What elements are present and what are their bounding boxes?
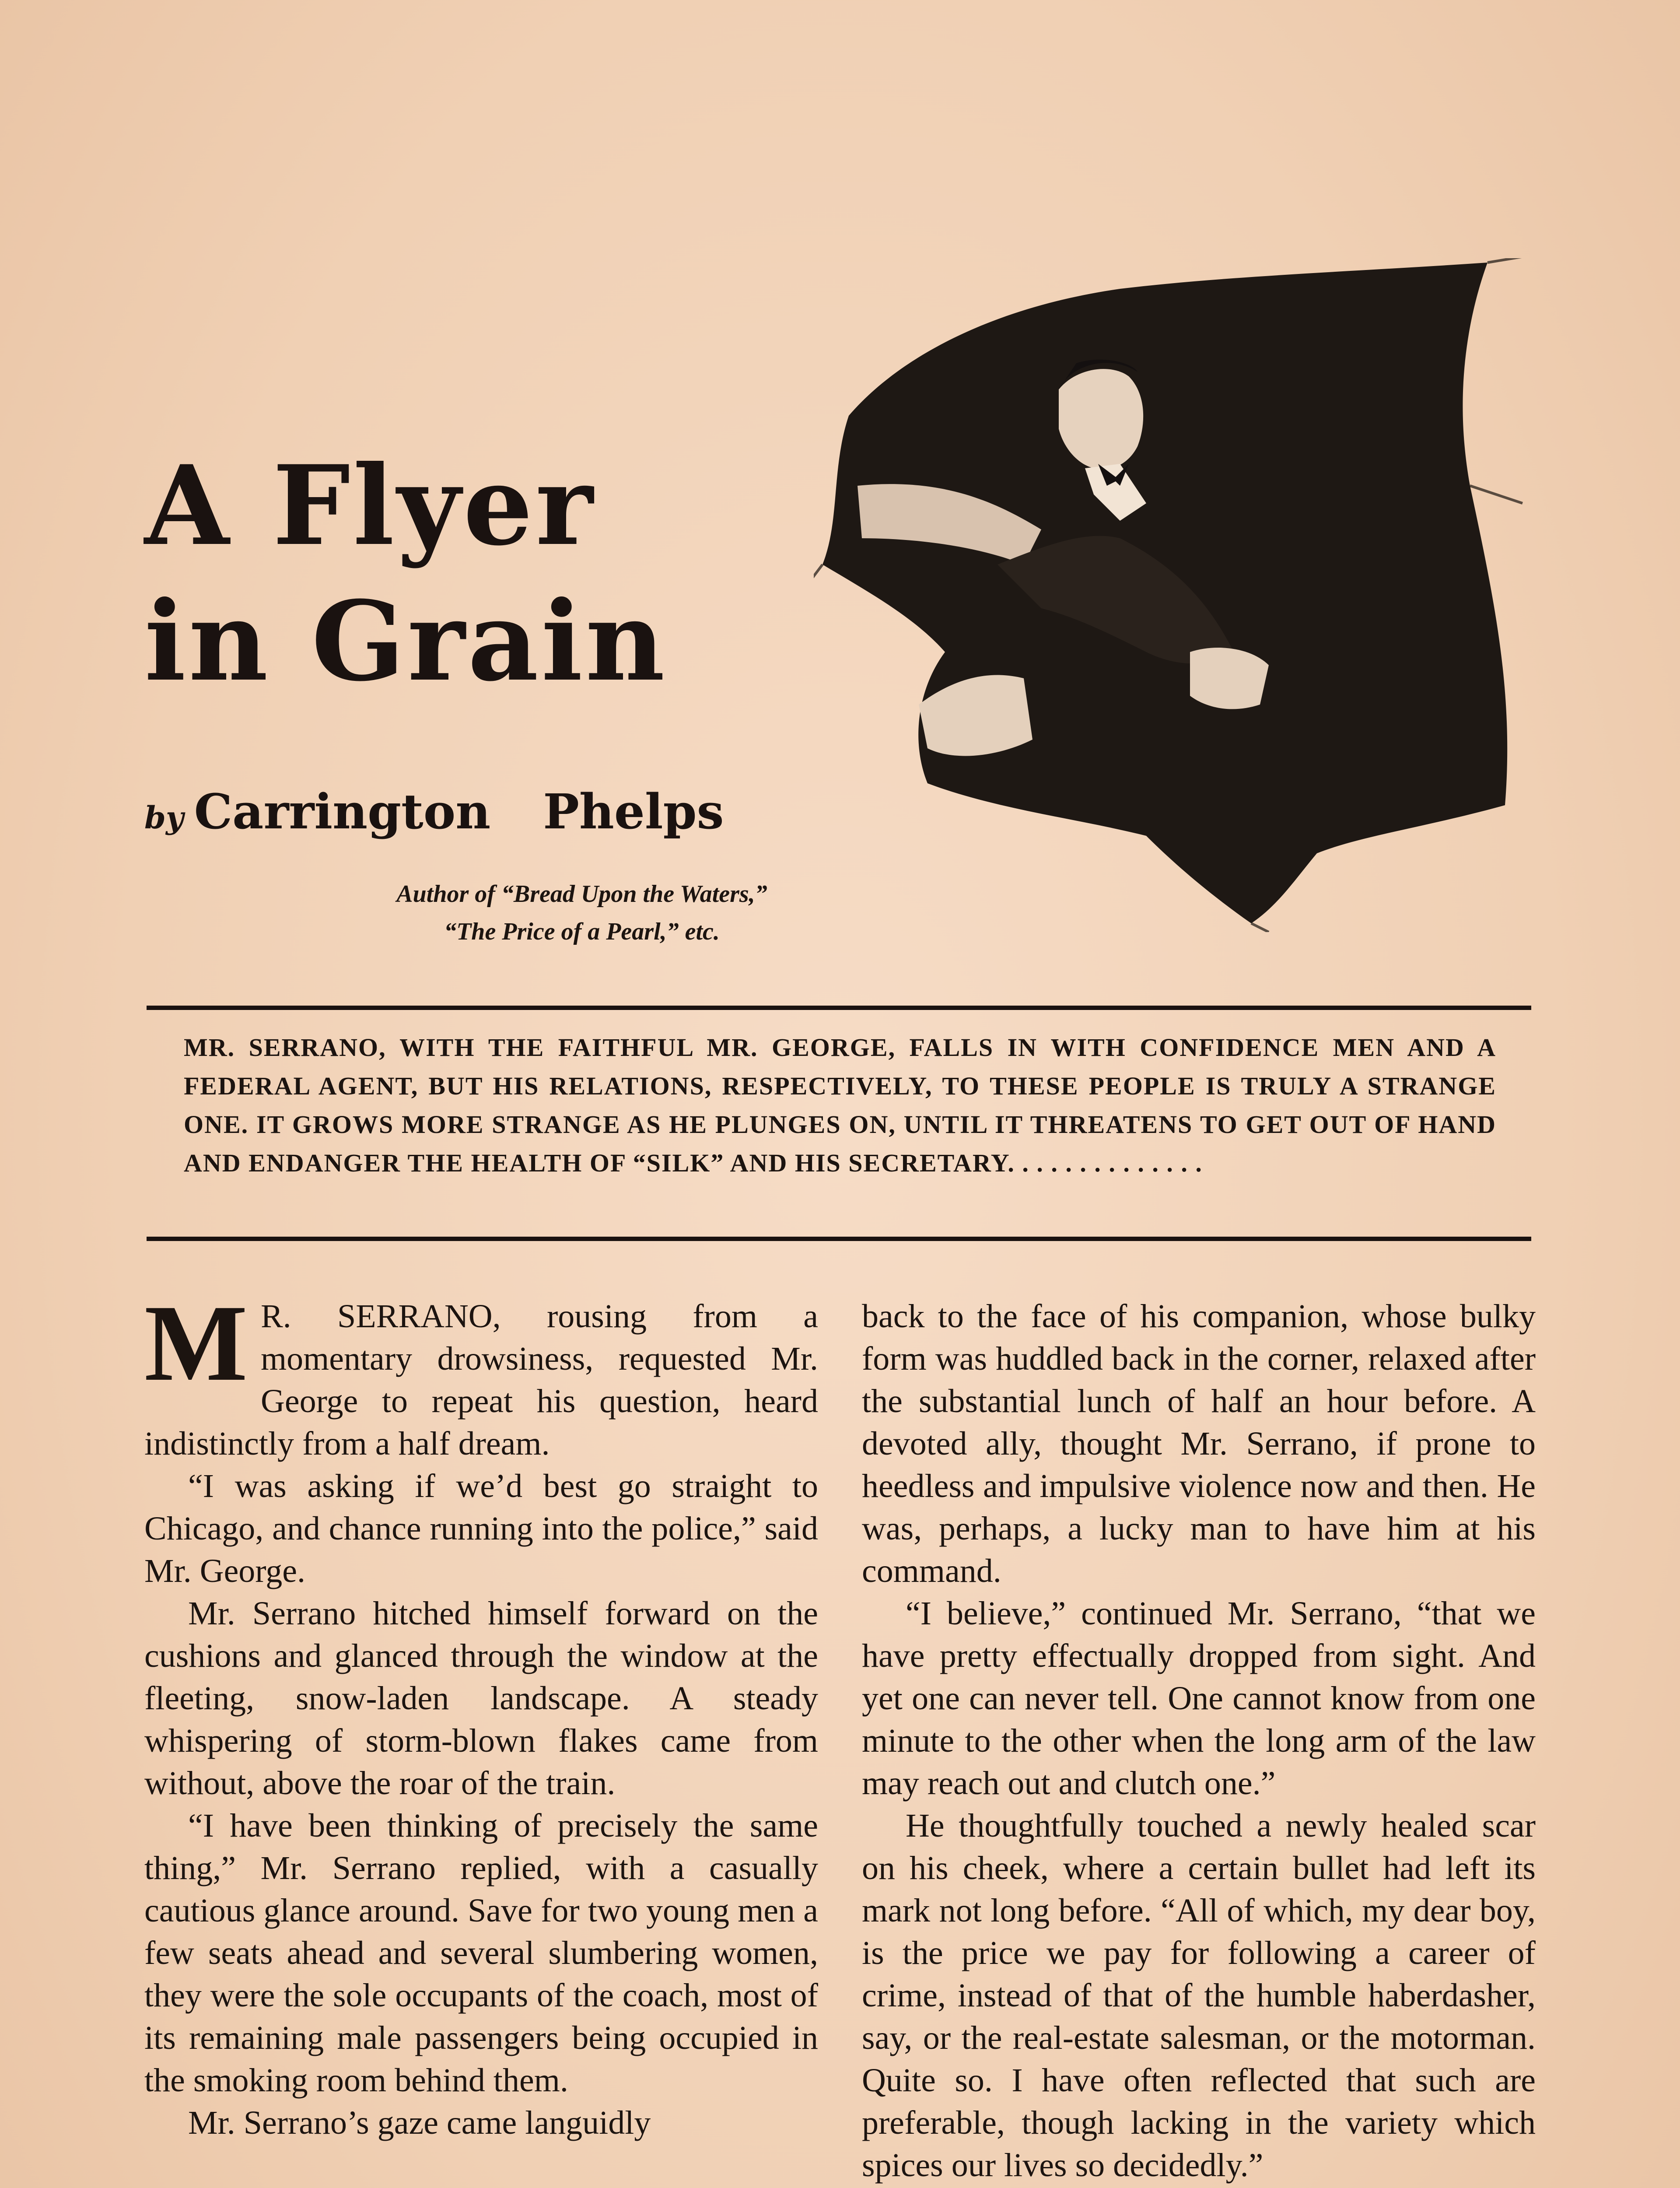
byline-by: by: [144, 799, 184, 836]
drop-cap: M: [144, 1283, 248, 1404]
right-column: [862, 1295, 1536, 2187]
title-line-1: A Flyer: [144, 441, 596, 570]
author-credits-line-1: Author of “Bread Upon the Waters,”: [396, 880, 767, 908]
paragraph: Mr. Serrano hitched himself forward on the cushions and glanced through the window at the fleeting, snow-laden landscape. A steady whispering of storm-blown flakes came from without, above the roar of the train.: [144, 1595, 818, 1802]
paragraph: He thoughtfully touched a newly healed scar on his cheek, where a certain bullet had left its mark not long before. “All of which, my dear boy, is the price we pay for following a career of crime, instead of that of the humble haberdasher, say, or the real-estate salesman, or the motorman. Quite so. I have often reflected that such are preferable, though lacking in the variety which spices our lives so decidedly.”: [862, 1807, 1536, 2184]
author-first-name: Carrington: [194, 783, 491, 840]
story-title: [144, 438, 844, 709]
bottom-rule: [147, 1237, 1531, 1241]
left-column: [144, 1283, 818, 2144]
paragraph: “I believe,” continued Mr. Serrano, “that we have pretty effectually dropped from sight. And yet one can never tell. One cannot know from one minute to the other when the long arm of the law may reach out and clutch one.”: [862, 1595, 1536, 1802]
paragraph-text: R. SERRANO, rousing from a momentary drowsiness, requested Mr. George to repeat his question, heard indistinctly from a half dream.: [144, 1298, 818, 1462]
ink-illustration-man-in-train: [814, 258, 1540, 932]
paragraph: “I was asking if we’d best go straight to Chicago, and chance running into the police,” said Mr. George.: [144, 1468, 818, 1589]
paragraph: Mr. Serrano’s gaze came languidly: [188, 2104, 651, 2141]
top-rule: [147, 1006, 1531, 1010]
author-last-name: Phelps: [543, 783, 724, 840]
title-line-2: in Grain: [144, 577, 668, 705]
paragraph: back to the face of his companion, whose bulky form was huddled back in the corner, relaxed after the substantial lunch of half an hour before. A devoted ally, thought Mr. Serrano, if prone to heedless and impulsive violence now and then. He was, perhaps, a lucky man to have him at his command.: [862, 1298, 1536, 1589]
author-credits-line-2: “The Price of a Pearl,” etc.: [444, 918, 720, 945]
author-credits: [254, 875, 910, 950]
paragraph: “I have been thinking of precisely the same thing,” Mr. Serrano replied, with a casually cautious glance around. Save for two young men a few seats ahead and several slumbering women, they were the sole occupants of the coach, most of its remaining male passengers being occupied in the smoking room behind them.: [144, 1807, 818, 2099]
paragraph: [144, 1283, 818, 1465]
story-blurb: MR. SERRANO, WITH THE FAITHFUL MR. GEORGE, FALLS IN WITH CONFIDENCE MEN AND A FEDERAL AGENT, BUT HIS RELATIONS, RESPECTIVELY, TO THESE PEOPLE IS TRULY A STRANGE ONE. IT GROWS MORE STRANGE AS HE PLUNGES ON, UNTIL IT THREATENS TO GET OUT OF HAND AND ENDANGER THE HEALTH OF “SILK” AND HIS SECRETARY. . . . . . . . . . . . . .: [184, 1033, 1496, 1177]
